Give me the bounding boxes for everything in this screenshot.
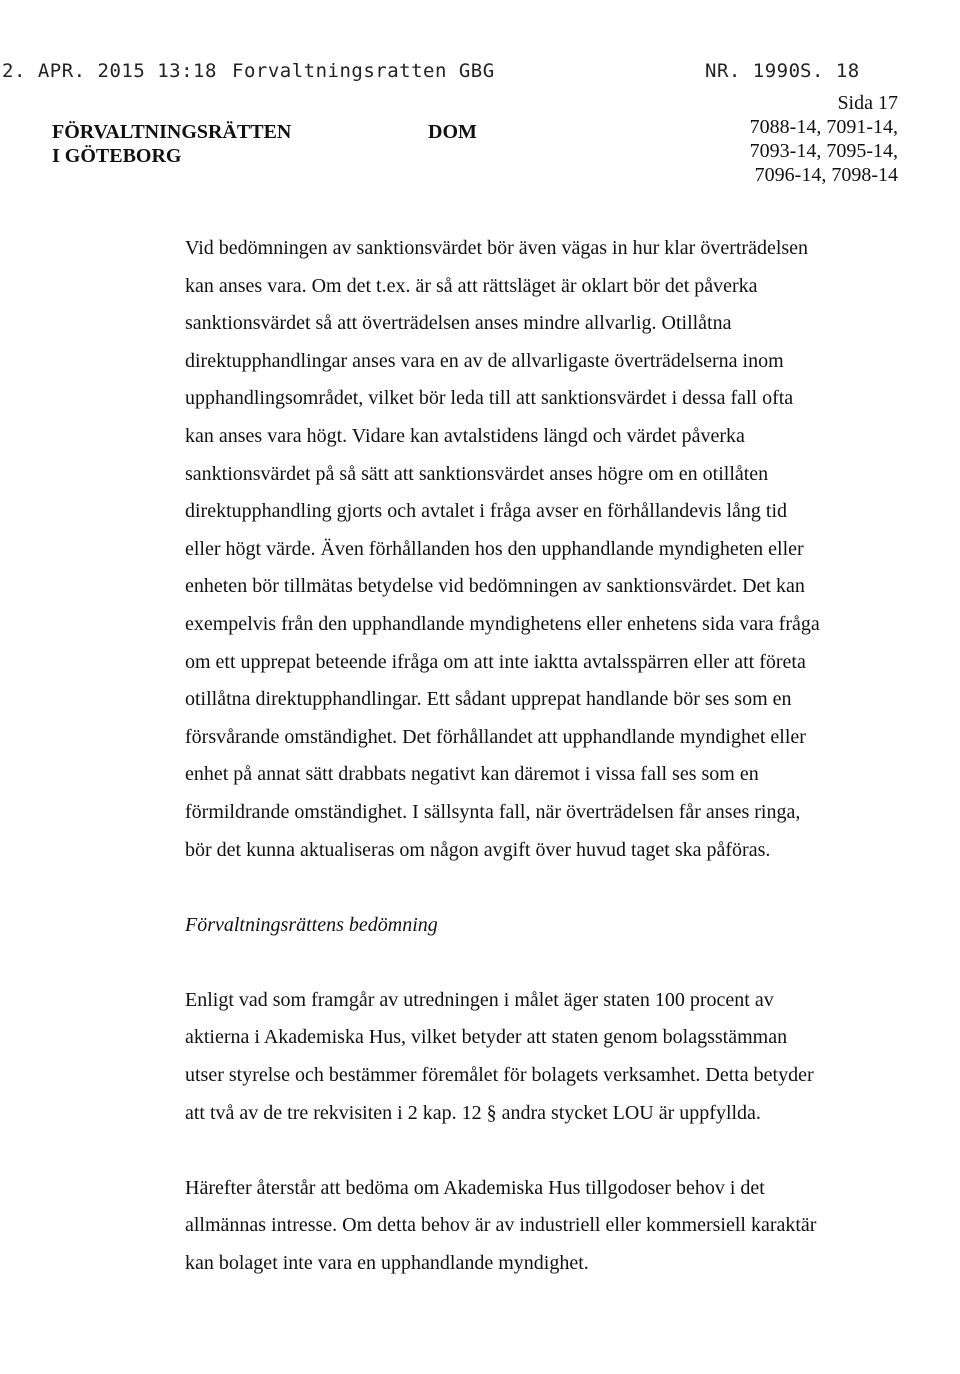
case-numbers-line2: 7093-14, 7095-14, xyxy=(749,140,898,162)
section-heading: Förvaltningsrättens bedömning xyxy=(185,913,438,936)
case-numbers-line3: 7096-14, 7098-14 xyxy=(754,164,898,186)
fax-number: NR. 1990 xyxy=(705,60,801,82)
court-name-line2: I GÖTEBORG xyxy=(52,145,182,167)
paragraph-public-interest: Härefter återstår att bedöma om Akademiska Hus tillgodoser behov i det allmännas intresse. Om detta behov är av industriell eller kommersiell karaktär kan bolaget inte vara en upphandlande myndighet. xyxy=(185,1176,817,1275)
page-label: Sida 17 xyxy=(837,92,898,114)
paragraph-ownership: Enligt vad som framgår av utredningen i målet äger staten 100 procent av aktierna i Akademiska Hus, vilket betyder att staten genom bolagsstämman utser styrelse och bestämmer föremålet för bolagets verksamhet. Detta betyder att två av de tre rekvisiten i 2 kap. 12 § andra stycket LOU är uppfyllda. xyxy=(185,988,814,1124)
case-info xyxy=(750,91,898,187)
document-type: DOM xyxy=(428,121,477,143)
fax-page: S. 18 xyxy=(800,60,860,82)
document-body xyxy=(185,230,825,1283)
court-name xyxy=(52,120,291,168)
fax-sender: Forvaltningsratten GBG xyxy=(232,60,495,82)
court-name-line1: FÖRVALTNINGSRÄTTEN xyxy=(52,121,292,143)
paragraph-sanction-value: Vid bedömningen av sanktionsvärdet bör även vägas in hur klar överträdelsen kan anses vara. Om det t.ex. är så att rättsläget är oklart bör det påverka sanktionsvärdet så att överträdelsen anses mindre allvarlig. Otillåtna direktupphandlingar anses vara en av de allvarligaste överträdelserna inom upphandlingsområdet, vilket bör leda till att sanktionsvärdet i dessa fall ofta kan anses vara högt. Vidare kan avtalstidens längd och värdet påverka sanktionsvärdet på så sätt att sanktionsvärdet anses högre om en otillåten direktupphandling gjorts och avtalet i fråga avser en förhållandevis lång tid eller högt värde. Även förhållanden hos den upphandlande myndigheten eller enheten bör tillmätas betydelse vid bedömningen av sanktionsvärdet. Det kan exempelvis från den upphandlande myndighetens eller enhetens sida vara fråga om ett upprepat beteende ifråga om att inte iaktta avtalsspärren eller att företa otillåtna direktupphandlingar. Ett sådant upprepat handlande bör ses som en försvårande omständighet. Det förhållandet att upphandlande myndighet eller enhet på annat sätt drabbats negativt kan däremot i vissa fall ses som en förmildrande omständighet. I sällsynta fall, när överträdelsen får anses ringa, bör det kunna aktualiseras om någon avgift över huvud taget ska påföras. xyxy=(185,237,820,861)
fax-date: 2. APR. 2015 13:18 xyxy=(2,60,217,82)
case-numbers-line1: 7088-14, 7091-14, xyxy=(749,116,898,138)
